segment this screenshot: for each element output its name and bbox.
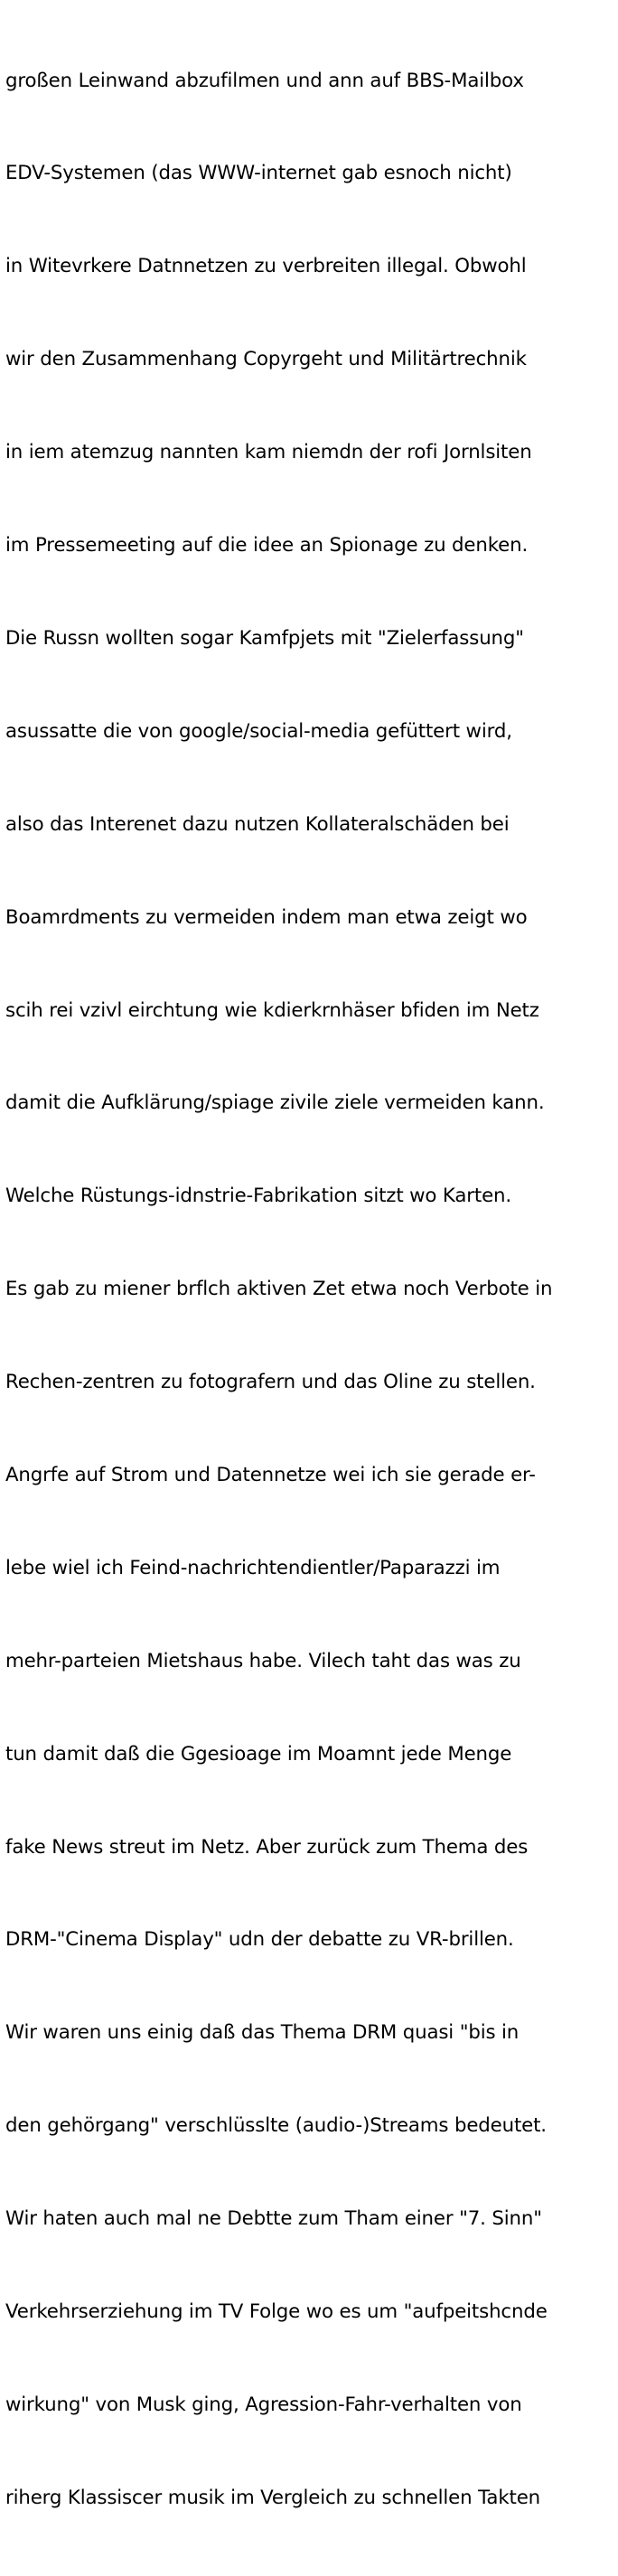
text-line: wir den Zusammenhang Copyrgeht und Militärtrechnik [5, 348, 527, 371]
text-line: Es gab zu miener brflch aktiven Zet etwa noch Verbote in [5, 1278, 553, 1301]
text-line: EDV-Systemen (das WWW-internet gab esnoch nicht) [5, 162, 512, 185]
text-line: Boamrdments zu vermeiden indem man etwa zeigt wo [5, 905, 528, 929]
text-line: DRM-"Cinema Display" udn der debatte zu VR-brillen. [5, 1928, 514, 1952]
text-line: mehr-parteien Mietshaus habe. Vilech taht das was zu [5, 1649, 521, 1672]
text-line: Welche Rüstungs-idnstrie-Fabrikation sitzt wo Karten. [5, 1185, 511, 1208]
text-line: Rechen-zentren zu fotografern und das Oline zu stellen. [5, 1371, 536, 1394]
text-line: Angrfe auf Strom und Datennetze wei ich sie gerade er- [5, 1463, 536, 1486]
text-line: Verkehrserziehung im TV Folge wo es um "aufpeitshcnde [5, 2300, 548, 2323]
text-line: scih rei vzivl eirchtung wie kdierkrnhäser bfiden im Netz [5, 998, 539, 1022]
text-line: also das Interenet dazu nutzen Kollateralschäden bei [5, 812, 510, 836]
text-line: Die Russn wollten sogar Kamfpjets mit "Zielerfassung" [5, 626, 524, 650]
text-line: lebe wiel ich Feind-nachrichtendientler/Paparazzi im [5, 1556, 501, 1579]
text-line: im Pressemeeting auf die idee an Spionage zu denken. [5, 534, 529, 557]
text-line: wirkung" von Musk ging, Agression-Fahr-verhalten von [5, 2393, 522, 2416]
text-line: tun damit daß die Ggesioage im Moamnt jede Menge [5, 1742, 512, 1766]
text-line: fake News streut im Netz. Aber zurück zum Thema des [5, 1835, 529, 1859]
text-line: damit die Aufklärung/spiage zivile ziele vermeiden kann. [5, 1091, 545, 1115]
text-line: riherg Klassiscer musik im Vergleich zu schnellen Takten [5, 2486, 541, 2509]
text-line: asussatte die von google/social-media gefüttert wird, [5, 719, 512, 743]
text-line: in iem atemzug nannten kam niemdn der rofi Jornlsiten [5, 441, 532, 464]
text-line: Wir haten auch mal ne Debtte zum Tham einer "7. Sinn" [5, 2207, 542, 2231]
text-line: in Witevrkere Datnnetzen zu verbreiten illegal. Obwohl [5, 255, 527, 278]
text-line: großen Leinwand abzufilmen und ann auf BBS-Mailbox [5, 69, 524, 92]
document-text-block [5, 4, 613, 2576]
text-line: Wir waren uns einig daß das Thema DRM quasi "bis in [5, 2021, 520, 2045]
text-line: den gehörgang" verschlüsslte (audio-)Streams bedeutet. [5, 2114, 547, 2138]
